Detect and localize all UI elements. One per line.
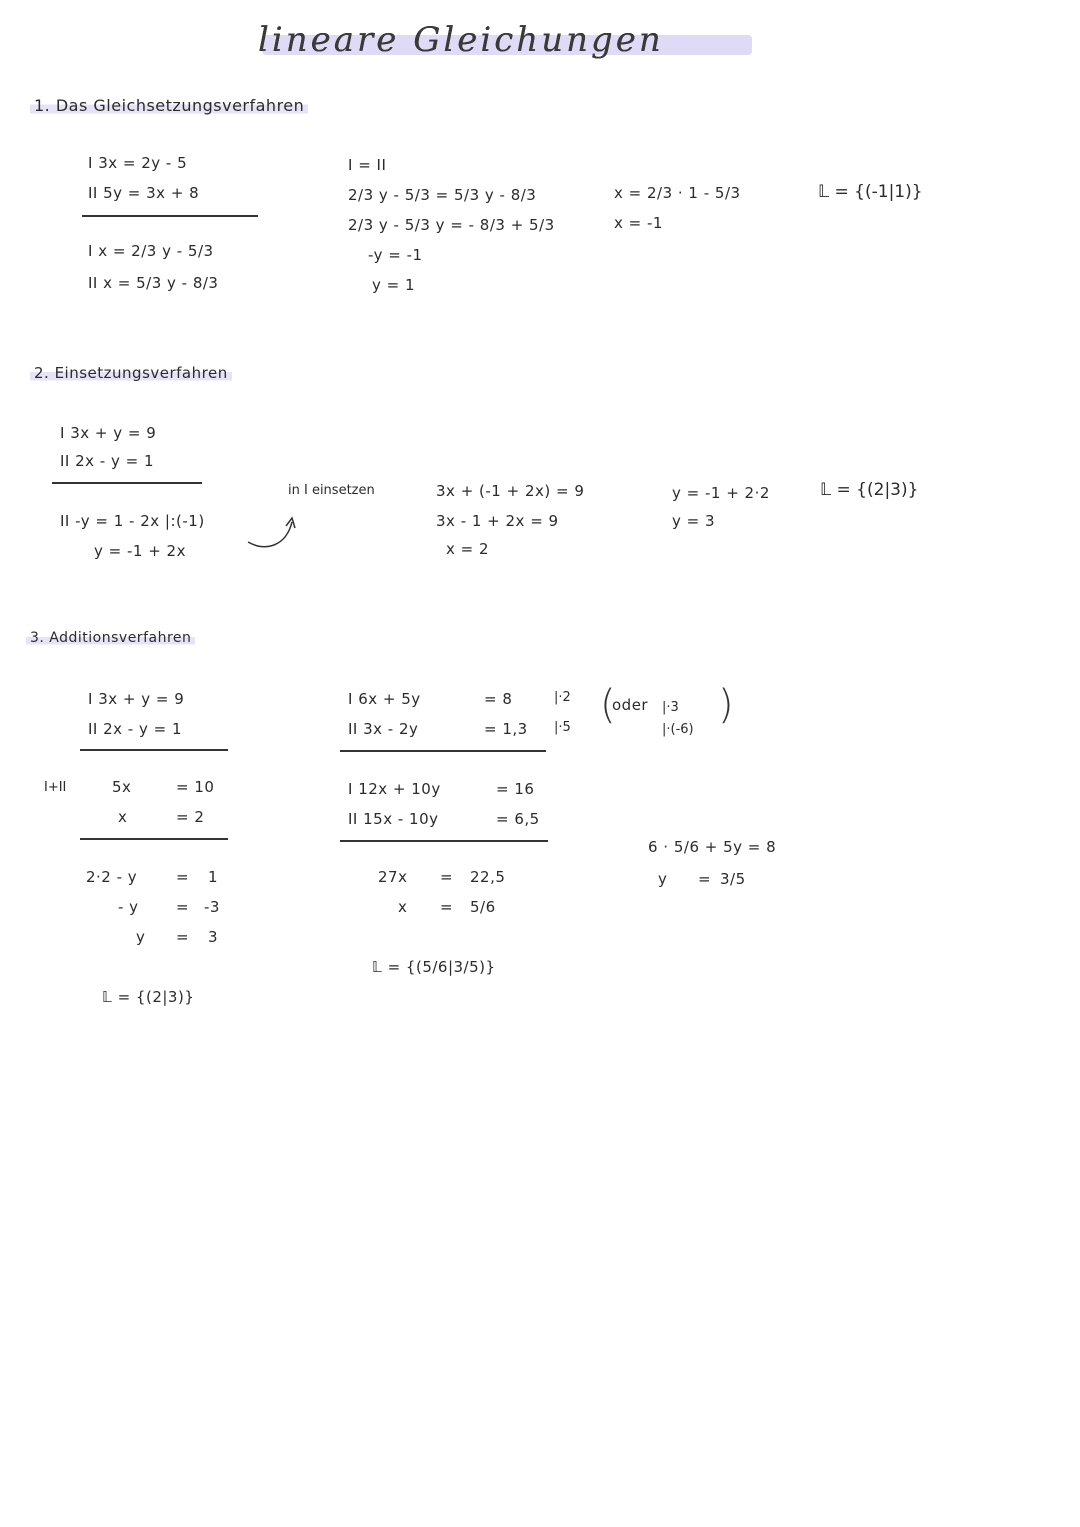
- s3-solution-set-mid: 𝕃 = {(5/6|3/5)}: [372, 958, 496, 976]
- s3-mid-eq-2: II 3x - 2y: [348, 720, 419, 738]
- s3-right-eq-1: 6 · 5/6 + 5y = 8: [648, 838, 777, 856]
- s3-right-y: y: [658, 870, 668, 888]
- s1-eq-3: I x = 2/3 y - 5/3: [88, 242, 214, 260]
- s2-substitute-note: in I einsetzen: [288, 483, 375, 498]
- s3-back-eq-1: =: [176, 868, 190, 886]
- s1-mid-4: -y = -1: [368, 246, 423, 264]
- s3-mid-sum-rhs: 22,5: [470, 868, 506, 886]
- s3-alt-factor-1: |·3: [662, 700, 679, 715]
- s1-eq-2: II 5y = 3x + 8: [88, 184, 200, 202]
- s3-mid-sum-eq: =: [440, 868, 454, 886]
- s1-right-2: x = -1: [614, 214, 663, 232]
- s3-back-rhs-1: 1: [208, 868, 219, 886]
- curved-arrow-icon: [246, 510, 296, 550]
- s3-divider-2: [80, 838, 228, 840]
- s2-eq-3: II -y = 1 - 2x |:(-1): [60, 512, 205, 530]
- s3-x-lhs: x: [118, 808, 128, 826]
- s3-mid-divider-1: [340, 750, 546, 752]
- s2-eq-4: y = -1 + 2x: [94, 542, 186, 560]
- s3-back-lhs-3: y: [136, 928, 146, 946]
- s3-back-eq-2: =: [176, 898, 190, 916]
- s3-back-lhs-2: - y: [118, 898, 139, 916]
- s3-mid-eq-3: I 12x + 10y: [348, 780, 441, 798]
- s3-eq-2: II 2x - y = 1: [88, 720, 183, 738]
- s1-mid-2: 2/3 y - 5/3 = 5/3 y - 8/3: [348, 186, 537, 204]
- s3-right-eq: =: [698, 870, 712, 888]
- s2-eq-2: II 2x - y = 1: [60, 452, 155, 470]
- s3-back-lhs-1: 2·2 - y: [86, 868, 138, 886]
- s1-eq-1: I 3x = 2y - 5: [88, 154, 188, 172]
- s3-mid-x-rhs: 5/6: [470, 898, 496, 916]
- s2-mid-3: x = 2: [446, 540, 490, 558]
- section-2-heading: 2. Einsetzungsverfahren: [30, 364, 232, 382]
- s3-add-lhs: 5x: [112, 778, 132, 796]
- s2-right-2: y = 3: [672, 512, 716, 530]
- s1-divider: [82, 215, 258, 217]
- s1-mid-5: y = 1: [372, 276, 416, 294]
- s3-back-eq-3: =: [176, 928, 190, 946]
- s3-mid-x-eq: =: [440, 898, 454, 916]
- s3-mid-divider-2: [340, 840, 548, 842]
- s2-solution-set: 𝕃 = {(2|3)}: [820, 480, 919, 500]
- s3-divider-1: [80, 749, 228, 751]
- section-3-heading: 3. Additionsverfahren: [26, 630, 195, 646]
- s3-solution-set-left: 𝕃 = {(2|3)}: [102, 988, 195, 1006]
- s3-mid-eq-4: II 15x - 10y: [348, 810, 439, 828]
- s2-eq-1: I 3x + y = 9: [60, 424, 157, 442]
- s3-alt-open-paren: (: [600, 682, 616, 728]
- s3-back-rhs-3: 3: [208, 928, 219, 946]
- s1-eq-4: II x = 5/3 y - 8/3: [88, 274, 219, 292]
- section-1-heading: 1. Das Gleichsetzungsverfahren: [30, 96, 308, 115]
- s3-mid-eq-1-rhs: = 8: [484, 690, 513, 708]
- s1-right-1: x = 2/3 · 1 - 5/3: [614, 184, 741, 202]
- s1-mid-1: I = II: [348, 156, 387, 174]
- s3-mid-eq-2-rhs: = 1,3: [484, 720, 528, 738]
- s3-factor-2: |·5: [554, 720, 571, 735]
- s3-alt-close-paren: ): [718, 682, 734, 728]
- s2-right-1: y = -1 + 2·2: [672, 484, 770, 502]
- s3-mid-eq-1: I 6x + 5y: [348, 690, 421, 708]
- s1-solution-set: 𝕃 = {(-1|1)}: [818, 182, 923, 202]
- s3-add-label: I+II: [44, 780, 67, 795]
- s3-mid-sum-lhs: 27x: [378, 868, 408, 886]
- page-title: lineare Gleichungen: [258, 20, 664, 60]
- s2-mid-2: 3x - 1 + 2x = 9: [436, 512, 559, 530]
- s3-alt-factor-2: |·(-6): [662, 722, 694, 737]
- s3-mid-eq-4-rhs: = 6,5: [496, 810, 540, 828]
- s3-eq-1: I 3x + y = 9: [88, 690, 185, 708]
- s3-mid-x-lhs: x: [398, 898, 408, 916]
- s2-mid-1: 3x + (-1 + 2x) = 9: [436, 482, 585, 500]
- s3-x-rhs: = 2: [176, 808, 205, 826]
- s2-divider: [52, 482, 202, 484]
- s3-factor-1: |·2: [554, 690, 571, 705]
- s3-add-rhs: = 10: [176, 778, 215, 796]
- s3-alt-label: oder: [612, 696, 649, 714]
- s3-back-rhs-2: -3: [204, 898, 220, 916]
- s3-right-val: 3/5: [720, 870, 746, 888]
- s3-mid-eq-3-rhs: = 16: [496, 780, 535, 798]
- s1-mid-3: 2/3 y - 5/3 y = - 8/3 + 5/3: [348, 216, 555, 234]
